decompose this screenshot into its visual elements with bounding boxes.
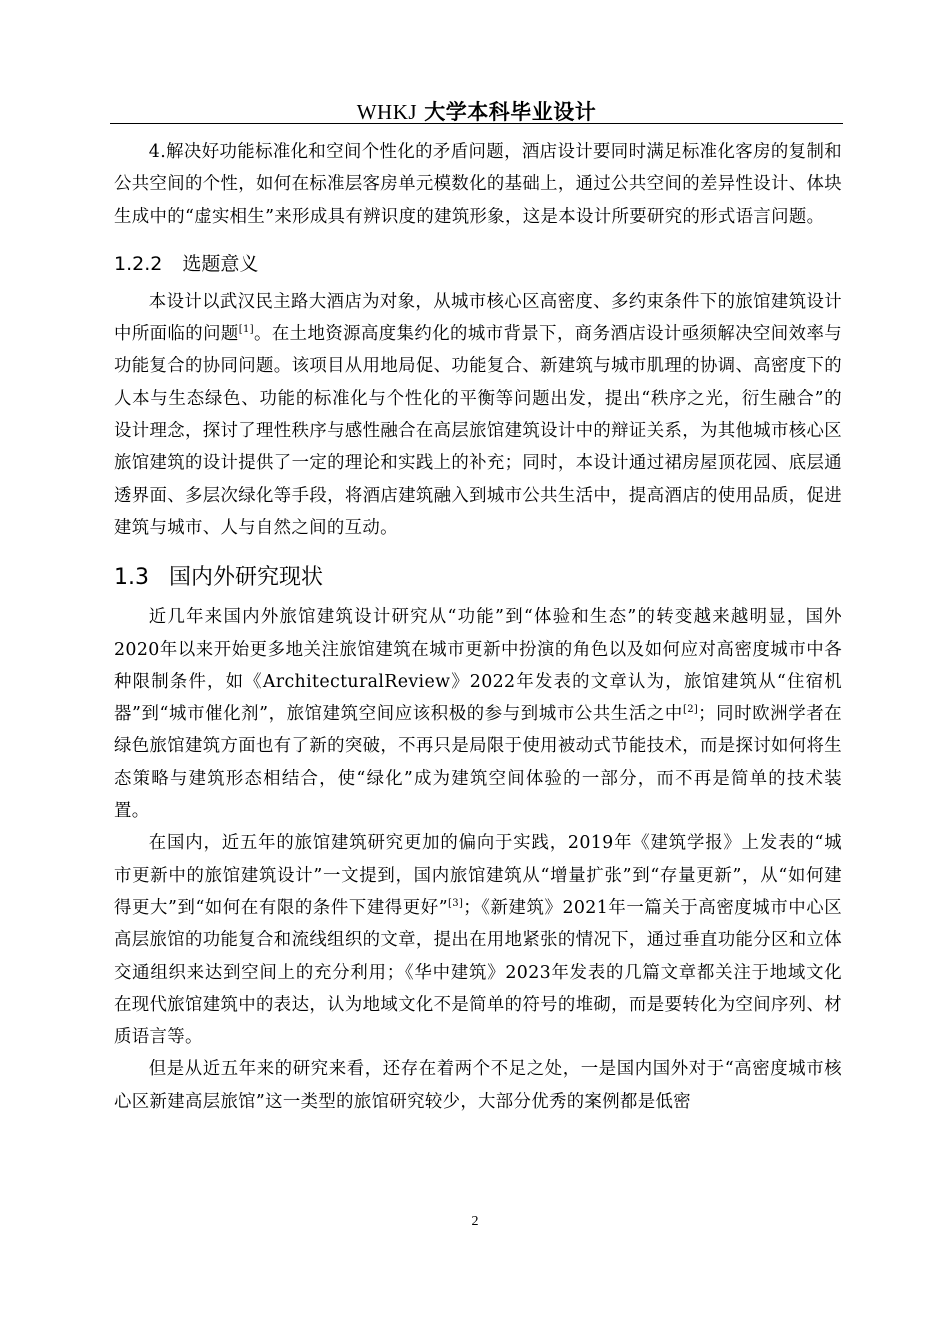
header-title: 大学本科毕业设计 — [424, 100, 597, 124]
page-number: 2 — [471, 1214, 479, 1229]
citation-ref: [2] — [682, 704, 699, 716]
paragraph-text: ；《新建筑》2021年一篇关于高密度城市中心区高层旅馆的功能复合和流线组织的文章，提出在用地紧张的情况下，通过垂直功能分区和立体交通组织来达到空间上的充分利用；《华中建筑》2023年发表的几篇文章都关注于地域文化在现代旅馆建筑中的表达，认为地域文化不是简单的符号的堆砌，而是要转化为空间序列、材质语言等。 — [114, 897, 842, 1048]
paragraph-domestic-research — [114, 827, 842, 1053]
section-heading-1-2-2 — [114, 249, 842, 279]
paragraph-text: 。在土地资源高度集约化的城市背景下，商务酒店设计亟须解决空间效率与功能复合的协同问题。该项目从用地局促、功能复合、新建筑与城市肌理的协调、高密度下的人本与生态绿色、功能的标准化与个性化的平衡等问题出发，提出“秩序之光，衍生融合”的设计理念，探讨了理性秩序与感性融合在高层旅馆建筑设计中的辩证关系，为其他城市核心区旅馆建筑的设计提供了一定的理论和实践上的补充；同时，本设计通过裙房屋顶花园、底层通透界面、多层次绿化等手段，将酒店建筑融入到城市公共生活中，提高酒店的使用品质，促进建筑与城市、人与自然之间的互动。 — [114, 324, 843, 538]
paragraph-text: 本设计以武汉民主路大酒店为对象，从城市核心区高密度、多约束条件下的旅馆建筑设计中所面临的问题 — [114, 291, 842, 345]
paragraph-research-gaps: 但是从近五年来的研究来看，还存在着两个不足之处，一是国内国外对于“高密度城市核心区新建高层旅馆”这一类型的旅馆研究较少，大部分优秀的案例都是低密 — [114, 1059, 842, 1112]
section-title: 国内外研究现状 — [169, 565, 324, 591]
paragraph-text: ；同时欧洲学者在绿色旅馆建筑方面也有了新的突破，不再只是局限于使用被动式节能技术，而是探讨如何将生态策略与建筑形态相结合，使“绿化”成为建筑空间体验的一部分，而不再是简单的技术装置。 — [114, 704, 842, 822]
paragraph-significance — [114, 286, 842, 544]
paragraph-foreign-research — [114, 601, 842, 827]
page-header — [110, 96, 843, 126]
page-body — [114, 136, 842, 1118]
paragraph-design-issue-4: 4.解决好功能标准化和空间个性化的矛盾问题，酒店设计要同时满足标准化客房的复制和公共空间的个性，如何在标准层客房单元模数化的基础上，通过公共空间的差异性设计、体块生成中的“虚实相生”来形成具有辨识度的建筑形象，这是本设计所要研究的形式语言问题。 — [114, 142, 842, 227]
header-brand: WHKJ — [356, 100, 418, 124]
section-title: 选题意义 — [182, 252, 259, 275]
citation-ref: [3] — [448, 897, 464, 909]
section-heading-1-3 — [114, 562, 842, 594]
section-number: 1.2.2 — [114, 252, 163, 275]
section-number: 1.3 — [114, 565, 149, 591]
header-rule — [110, 123, 843, 124]
paragraph-text: 在国内，近五年的旅馆建筑研究更加的偏向于实践，2019年《建筑学报》上发表的“城市更新中的旅馆建筑设计”一文提到，国内旅馆建筑从“增量扩张”到“存量更新”，从“如何建得更大”到“如何在有限的条件下建得更好” — [114, 833, 842, 918]
paragraph-text: 近几年来国内外旅馆建筑设计研究从“功能”到“体验和生态”的转变越来越明显，国外2020年以来开始更多地关注旅馆建筑在城市更新中扮演的角色以及如何应对高密度城市中各种限制条件，如《ArchitecturalReview》2022年发表的文章认为，旅馆建筑从“住宿机器”到“城市催化剂”，旅馆建筑空间应该积极的参与到城市公共生活之中 — [114, 607, 842, 725]
citation-ref: [1] — [238, 324, 254, 336]
